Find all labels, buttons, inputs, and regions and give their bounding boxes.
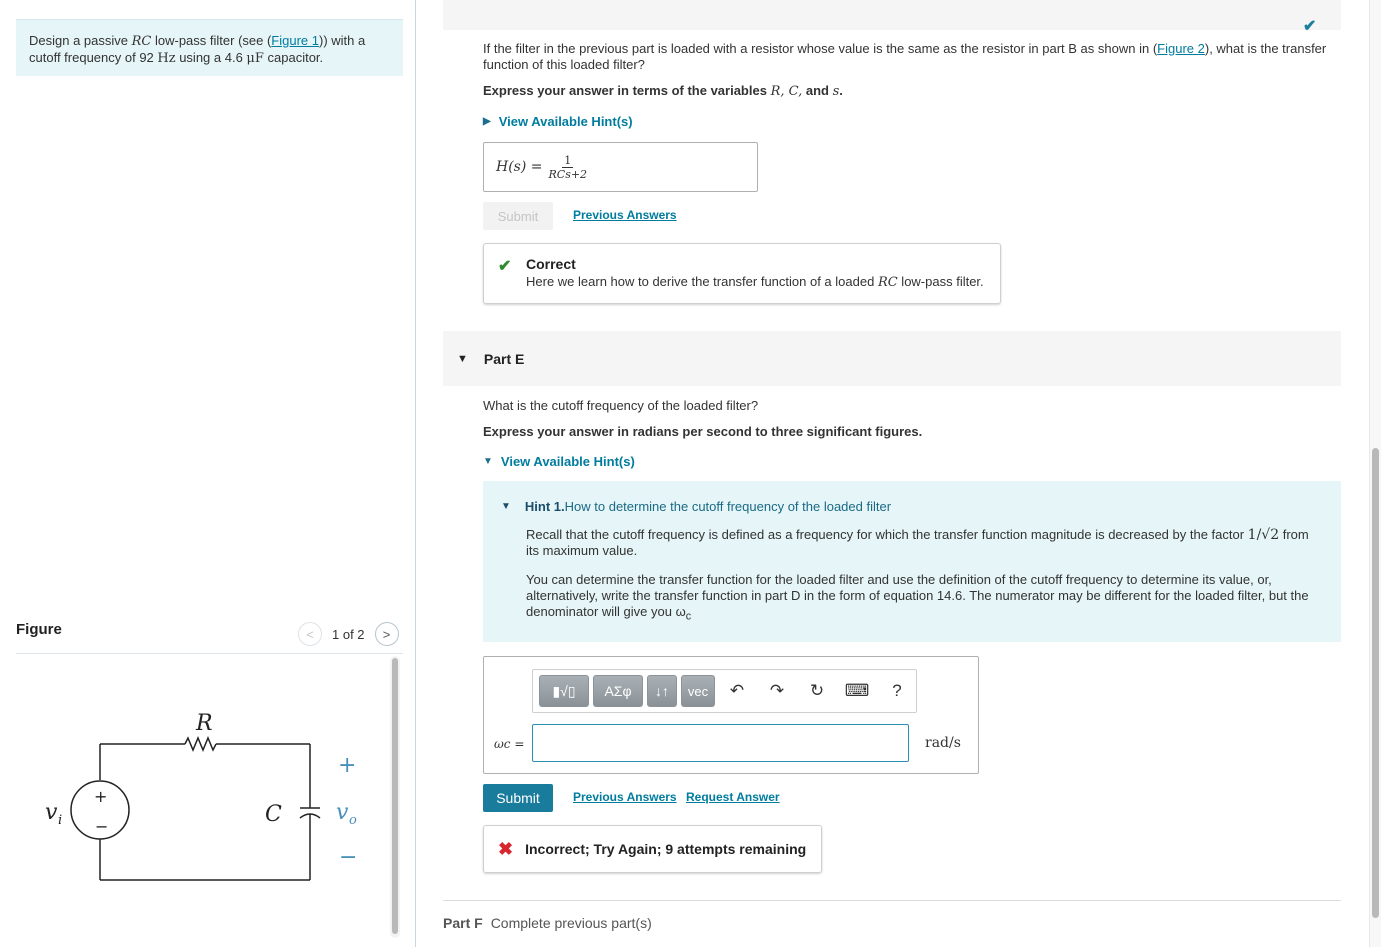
- request-answer-link[interactable]: Request Answer: [686, 790, 780, 804]
- chevron-left-icon: <: [306, 626, 314, 642]
- hint-toggle-label: View Available Hint(s): [498, 114, 633, 129]
- page-scrollbar-thumb[interactable]: [1372, 448, 1379, 918]
- math-toolbar: [532, 669, 917, 713]
- part-f-status: Complete previous part(s): [490, 915, 652, 931]
- output-minus-sign: −: [339, 845, 358, 870]
- caret-down-icon: ▼: [501, 501, 511, 512]
- answer-fraction: [549, 154, 588, 181]
- part-d-answer-box: [483, 142, 758, 192]
- part-e-label: Part E: [483, 350, 525, 367]
- part-d-instructions: [483, 83, 1333, 100]
- var-list: R, C,: [770, 84, 803, 99]
- resistor-symbol: [185, 738, 216, 750]
- problem-text: Design a passive: [29, 33, 132, 48]
- instruction-text: and: [802, 83, 833, 98]
- feedback-text: [526, 274, 986, 290]
- left-pane: [0, 0, 416, 947]
- hint-text: You can determine the transfer function for the loaded filter and use the definition of the cutoff frequency to determine its value, or, alternatively, write the transfer function in part D in the form of equation 14.6. The numerator may be different for the loaded filter, but the denominator will give you ω: [526, 572, 1309, 619]
- part-d-complete-check-icon: ✔: [1303, 18, 1317, 35]
- figure-nav: [298, 622, 399, 646]
- undo-icon[interactable]: ↶: [729, 681, 745, 700]
- omega-c-label: ωc =: [494, 737, 525, 751]
- prev-figure-button[interactable]: [298, 622, 322, 646]
- part-d-header[interactable]: [443, 0, 1341, 30]
- part-e-feedback-incorrect: [483, 825, 822, 873]
- chevron-right-icon: >: [382, 626, 391, 642]
- greek-symbols-button[interactable]: ΑΣφ: [593, 675, 643, 707]
- hint-1-header[interactable]: [501, 499, 1315, 514]
- part-e-previous-answers-link[interactable]: Previous Answers: [573, 790, 677, 804]
- problem-text: )) with a cutoff frequency of 92: [29, 33, 366, 65]
- figure-scrollbar-thumb[interactable]: [392, 658, 398, 934]
- problem-text: low-pass filter (see (: [151, 33, 272, 48]
- figure-2-link[interactable]: Figure 2: [1157, 41, 1205, 56]
- part-e-hint-toggle[interactable]: [483, 454, 635, 469]
- part-d-feedback-correct: [483, 243, 1001, 304]
- part-e-answer-box: [483, 656, 979, 774]
- hint-number: Hint 1.: [524, 499, 565, 514]
- feedback-text: Incorrect; Try Again; 9 attempts remaining: [525, 841, 807, 857]
- problem-text: using a 4.6: [175, 50, 247, 65]
- figure-divider: [16, 653, 403, 654]
- redo-icon[interactable]: ↷: [769, 681, 785, 700]
- next-figure-button[interactable]: [375, 622, 399, 646]
- source-plus-sign: +: [94, 787, 108, 806]
- figure-title: Figure: [16, 621, 62, 638]
- section-divider: [443, 900, 1341, 901]
- unit-hz: Hz: [157, 51, 176, 66]
- fraction-numerator: 1: [564, 153, 572, 167]
- figure-count: 1 of 2: [332, 626, 365, 642]
- part-e-instructions: Express your answer in radians per second to three significant figures.: [483, 424, 923, 439]
- var-s: s: [832, 84, 840, 99]
- hint-paragraph-2: [526, 572, 1315, 625]
- label-vi-sub: i: [58, 813, 63, 828]
- hint-paragraph-1: [526, 527, 1315, 559]
- var-rc: RC: [131, 34, 152, 49]
- check-icon: ✔: [498, 258, 512, 275]
- answer-lhs: H(s) =: [496, 159, 543, 175]
- part-d-question: [483, 41, 1333, 73]
- question-text: ), what is the transfer function of this loaded filter?: [483, 41, 1327, 72]
- hint-title: How to determine the cutoff frequency of the loaded filter: [564, 499, 892, 514]
- hint-text: Recall that the cutoff frequency is defined as a frequency for which the transfer function magnitude is decreased by the factor: [526, 527, 1248, 542]
- arrows-button[interactable]: ↓↑: [647, 675, 677, 707]
- hint-subscript: c: [685, 610, 692, 623]
- keyboard-icon[interactable]: ⌨: [844, 681, 870, 700]
- hint-text: from its maximum value.: [526, 527, 1309, 558]
- var-rc: RC: [877, 275, 898, 290]
- caret-down-icon: ▼: [483, 456, 493, 467]
- reset-icon[interactable]: ↻: [809, 681, 825, 700]
- output-plus-sign: +: [338, 753, 357, 778]
- figure-1-link[interactable]: Figure 1: [271, 33, 319, 48]
- unit-uf: μF: [246, 51, 264, 66]
- part-e-header[interactable]: [443, 331, 1341, 386]
- feedback-text-part: low-pass filter.: [897, 274, 984, 289]
- instruction-text: Express your answer in terms of the variables: [483, 83, 771, 98]
- hint-math: 1/√2: [1247, 527, 1280, 543]
- x-icon: ✖: [498, 838, 514, 859]
- part-f-row: [443, 915, 652, 931]
- problem-statement: [16, 19, 403, 76]
- feedback-text-part: Here we learn how to derive the transfer function of a loaded: [526, 274, 878, 289]
- fraction-denominator: RCs+2: [548, 167, 588, 181]
- label-vo: v: [336, 800, 349, 825]
- part-f-label: Part F: [443, 915, 483, 931]
- hint-toggle-label: View Available Hint(s): [500, 454, 635, 469]
- problem-text: capacitor.: [263, 50, 324, 65]
- help-icon[interactable]: ?: [892, 681, 902, 700]
- vector-button[interactable]: vec: [681, 675, 715, 707]
- part-e-submit-button[interactable]: Submit: [483, 784, 553, 812]
- rc-circuit-diagram: [30, 700, 380, 900]
- templates-button[interactable]: ▮√▯: [539, 675, 589, 707]
- caret-down-icon: ▼: [457, 352, 468, 365]
- caret-right-icon: ▶: [483, 116, 491, 127]
- part-d-submit-button[interactable]: Submit: [483, 202, 553, 230]
- label-r: R: [196, 711, 213, 736]
- hint-panel: [483, 481, 1341, 642]
- part-d-previous-answers-link[interactable]: Previous Answers: [573, 208, 677, 222]
- omega-c-input[interactable]: [532, 724, 909, 762]
- instruction-text: .: [839, 83, 843, 98]
- question-text: If the filter in the previous part is loaded with a resistor whose value is the same as the resistor in part B as shown in (: [483, 41, 1158, 56]
- label-vi: v: [45, 800, 58, 825]
- feedback-title: Correct: [526, 256, 576, 272]
- source-minus-sign: −: [95, 817, 109, 836]
- part-e-question: What is the cutoff frequency of the loaded filter?: [483, 398, 759, 413]
- label-c: C: [265, 802, 282, 827]
- part-d-hint-toggle[interactable]: [483, 114, 633, 129]
- unit-label: rad/s: [925, 735, 961, 751]
- label-vo-sub: o: [349, 813, 357, 828]
